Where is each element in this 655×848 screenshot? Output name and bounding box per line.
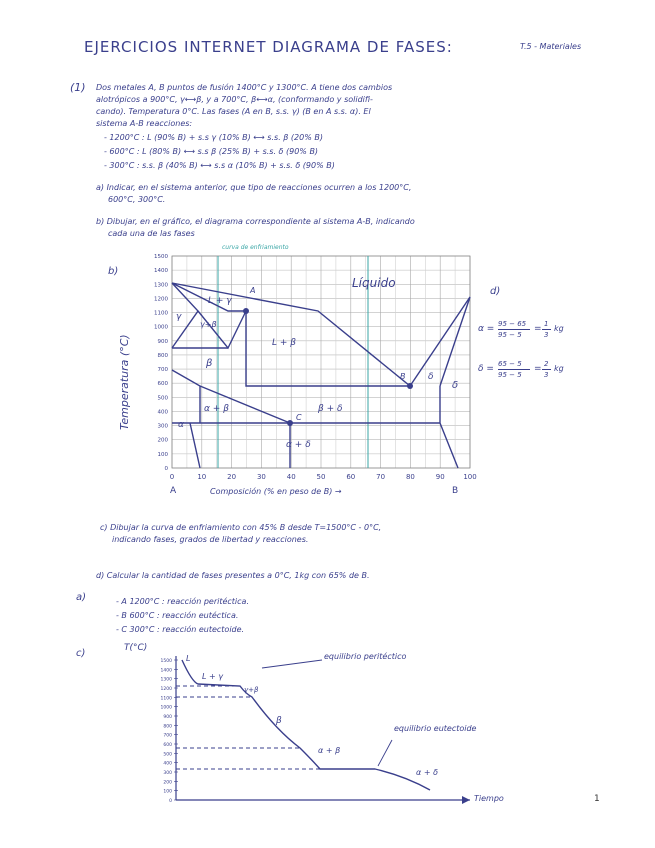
calc-delta-den: 95 − 5 <box>498 371 522 379</box>
statement-line-2: alotrópicos a 900°C, γ⟷β, y a 700°C, β⟷α, (conformando y solidifi- <box>96 95 373 104</box>
peritectic-pointer <box>262 660 322 668</box>
eutectoid-pointer <box>378 740 392 766</box>
region-L-gamma: L + γ <box>208 296 232 306</box>
cooling-y-tick: 500 <box>163 752 172 758</box>
region-beta: β <box>206 358 213 369</box>
region-alpha: α <box>178 420 184 430</box>
point-C-label: C <box>296 413 302 422</box>
region-gamma: γ <box>176 312 182 322</box>
y-tick-label: 100 <box>157 451 168 458</box>
question-c-line-2: indicando fases, grados de libertad y reacciones. <box>112 535 309 544</box>
x-tick-label: 50 <box>316 473 326 481</box>
calc-alpha-den: 95 − 5 <box>498 331 522 339</box>
y-tick-label: 1500 <box>154 254 168 260</box>
calc-alpha-unit: kg <box>554 324 564 333</box>
point-A-label: A <box>250 286 256 295</box>
y-tick-label: 400 <box>157 409 168 416</box>
reaction-1200: - 1200°C : L (90% B) + s.s γ (10% B) ⟷ s.s. β (20% B) <box>104 133 323 142</box>
y-tick-label: 1000 <box>154 324 168 331</box>
cooling-alpha-beta: α + β <box>318 746 341 755</box>
y-tick-label: 900 <box>157 338 168 345</box>
x-tick-label: 100 <box>463 473 477 481</box>
x-tick-label: 90 <box>435 473 445 481</box>
y-tick-label: 1400 <box>154 268 168 275</box>
point-B-label: B <box>400 372 406 381</box>
cooling-y-tick: 600 <box>163 743 172 748</box>
calc-delta-unit: kg <box>554 364 564 373</box>
x-tick-label: 40 <box>286 473 296 481</box>
calc-delta-lhs: δ = <box>478 364 494 374</box>
cooling-ticks <box>161 658 178 804</box>
cooling-gamma-beta: γ+β <box>244 686 259 694</box>
question-c-line-1: c) Dibujar la curva de enfriamiento con 45% B desde T=1500°C - 0°C, <box>100 523 382 532</box>
page-number: 1 <box>594 794 600 804</box>
calc-delta-fden: 3 <box>544 371 549 379</box>
cooling-y-tick: 1200 <box>160 687 172 692</box>
cooling-L: L <box>186 654 191 663</box>
calc-delta-fnum: 2 <box>544 360 549 368</box>
answer-300: - C 300°C : reacción eutectoide. <box>116 625 245 634</box>
cooling-y-tick: 800 <box>163 724 172 730</box>
cooling-y-tick: 1300 <box>160 677 172 683</box>
x-tick-label: 10 <box>197 473 207 481</box>
calc-delta-num: 65 − 5 <box>498 360 522 368</box>
cooling-y-tick: 0 <box>169 799 172 804</box>
statement-line-4: sistema A-B reacciones: <box>96 119 193 128</box>
answer-1200: - A 1200°C : reacción peritéctica. <box>116 597 249 606</box>
cooling-guides <box>176 686 320 769</box>
cooling-y-label: T(°C) <box>124 643 148 653</box>
curve-note: curva de enfriamiento <box>222 244 289 251</box>
cooling-label: c) <box>76 648 86 659</box>
cooling-y-tick: 1500 <box>160 659 172 664</box>
question-b-line-2: cada una de las fases <box>108 229 195 238</box>
calc-alpha-eq: = <box>534 324 542 334</box>
diagram-label: b) <box>108 266 119 277</box>
y-tick-label: 200 <box>157 437 168 444</box>
x-tick-label: 60 <box>346 473 356 481</box>
calc-delta-eq: = <box>534 364 542 374</box>
y-tick-label: 800 <box>157 352 168 359</box>
cooling-L-gamma: L + γ <box>202 672 223 681</box>
calc-alpha-lhs: α = <box>478 324 495 334</box>
cooling-x-arrow <box>462 796 470 804</box>
answer-600: - B 600°C : reacción eutéctica. <box>116 611 239 620</box>
diagram-x-axis-label: Composición (% en peso de B) → <box>210 487 342 496</box>
subject-label: T.5 - Materiales <box>520 42 582 51</box>
y-tick-label: 300 <box>157 423 168 430</box>
y-tick-label: 500 <box>157 395 168 402</box>
region-delta-1: δ <box>428 372 434 382</box>
x-tick-label: 70 <box>376 473 386 481</box>
diagram-y-axis-label: Temperatura (°C) <box>118 334 131 430</box>
question-b-line-1: b) Dibujar, en el gráfico, el diagrama correspondiente al sistema A-B, indicando <box>96 217 415 226</box>
y-tick-label: 1300 <box>154 282 168 289</box>
calc-alpha-fnum: 1 <box>544 320 549 328</box>
problem-number: (1) <box>70 81 86 94</box>
x-tick-label: 0 <box>169 473 175 481</box>
region-delta-2: δ <box>452 380 459 391</box>
cooling-y-tick: 300 <box>163 771 172 776</box>
cooling-y-tick: 400 <box>163 761 172 767</box>
note-eutectoid: equilibrio eutectoide <box>394 724 477 733</box>
x-tick-label: 30 <box>256 473 266 481</box>
region-alpha-beta: α + β <box>204 404 229 414</box>
statement-line-1: Dos metales A, B puntos de fusión 1400°C y 1300°C. A tiene dos cambios <box>96 83 393 92</box>
answers-a-label: a) <box>76 592 87 603</box>
question-a-line-1: a) Indicar, en el sistema anterior, que tipo de reacciones ocurren a los 1200°C, <box>96 183 412 192</box>
reaction-300: - 300°C : s.s. β (40% B) ⟷ s.s α (10% B) + s.s. δ (90% B) <box>104 161 335 170</box>
x-tick-label: 80 <box>405 473 415 481</box>
region-liquid: Líquido <box>352 276 396 290</box>
end-component-A: A <box>170 486 177 496</box>
region-L-beta: L + β <box>272 338 297 348</box>
question-a-line-2: 600°C, 300°C. <box>108 195 166 204</box>
end-component-B: B <box>452 486 459 496</box>
cooling-y-tick: 1000 <box>160 705 172 711</box>
calc-alpha-num: 95 − 65 <box>498 320 527 328</box>
y-tick-label: 0 <box>164 466 168 472</box>
note-peritectic: equilibrio peritéctico <box>324 652 407 661</box>
cooling-y-tick: 1400 <box>160 668 172 674</box>
statement-line-3: cando). Temperatura 0°C. Las fases (A en B, s.s. γ) (B en A s.s. α). El <box>96 107 371 116</box>
region-gamma-beta: γ+β <box>200 320 217 329</box>
cooling-y-tick: 100 <box>163 789 172 795</box>
cooling-alpha-delta: α + δ <box>416 768 438 777</box>
cooling-y-tick: 1100 <box>160 696 172 702</box>
question-d-line-1: d) Calcular la cantidad de fases presentes a 0°C, 1kg con 65% de B. <box>96 571 370 580</box>
calc-d-label: d) <box>490 286 501 297</box>
y-tick-label: 700 <box>157 367 168 374</box>
x-tick-label: 20 <box>227 473 237 481</box>
cooling-y-tick: 200 <box>163 780 172 786</box>
cooling-y-tick: 700 <box>163 733 172 739</box>
region-alpha-delta: α + δ <box>286 440 311 450</box>
page-title: EJERCICIOS INTERNET DIAGRAMA DE FASES: <box>84 38 453 56</box>
calc-alpha-fden: 3 <box>544 331 549 339</box>
reaction-600: - 600°C : L (80% B) ⟷ s.s β (25% B) + s.s. δ (90% B) <box>104 147 319 156</box>
cooling-y-tick: 900 <box>163 715 172 720</box>
cooling-x-label: Tiempo <box>474 794 504 803</box>
y-tick-label: 1200 <box>154 296 168 303</box>
y-tick-label: 600 <box>157 381 168 388</box>
y-tick-label: 1100 <box>154 310 168 317</box>
cooling-beta: β <box>276 716 282 726</box>
region-beta-delta: β + δ <box>318 404 343 414</box>
